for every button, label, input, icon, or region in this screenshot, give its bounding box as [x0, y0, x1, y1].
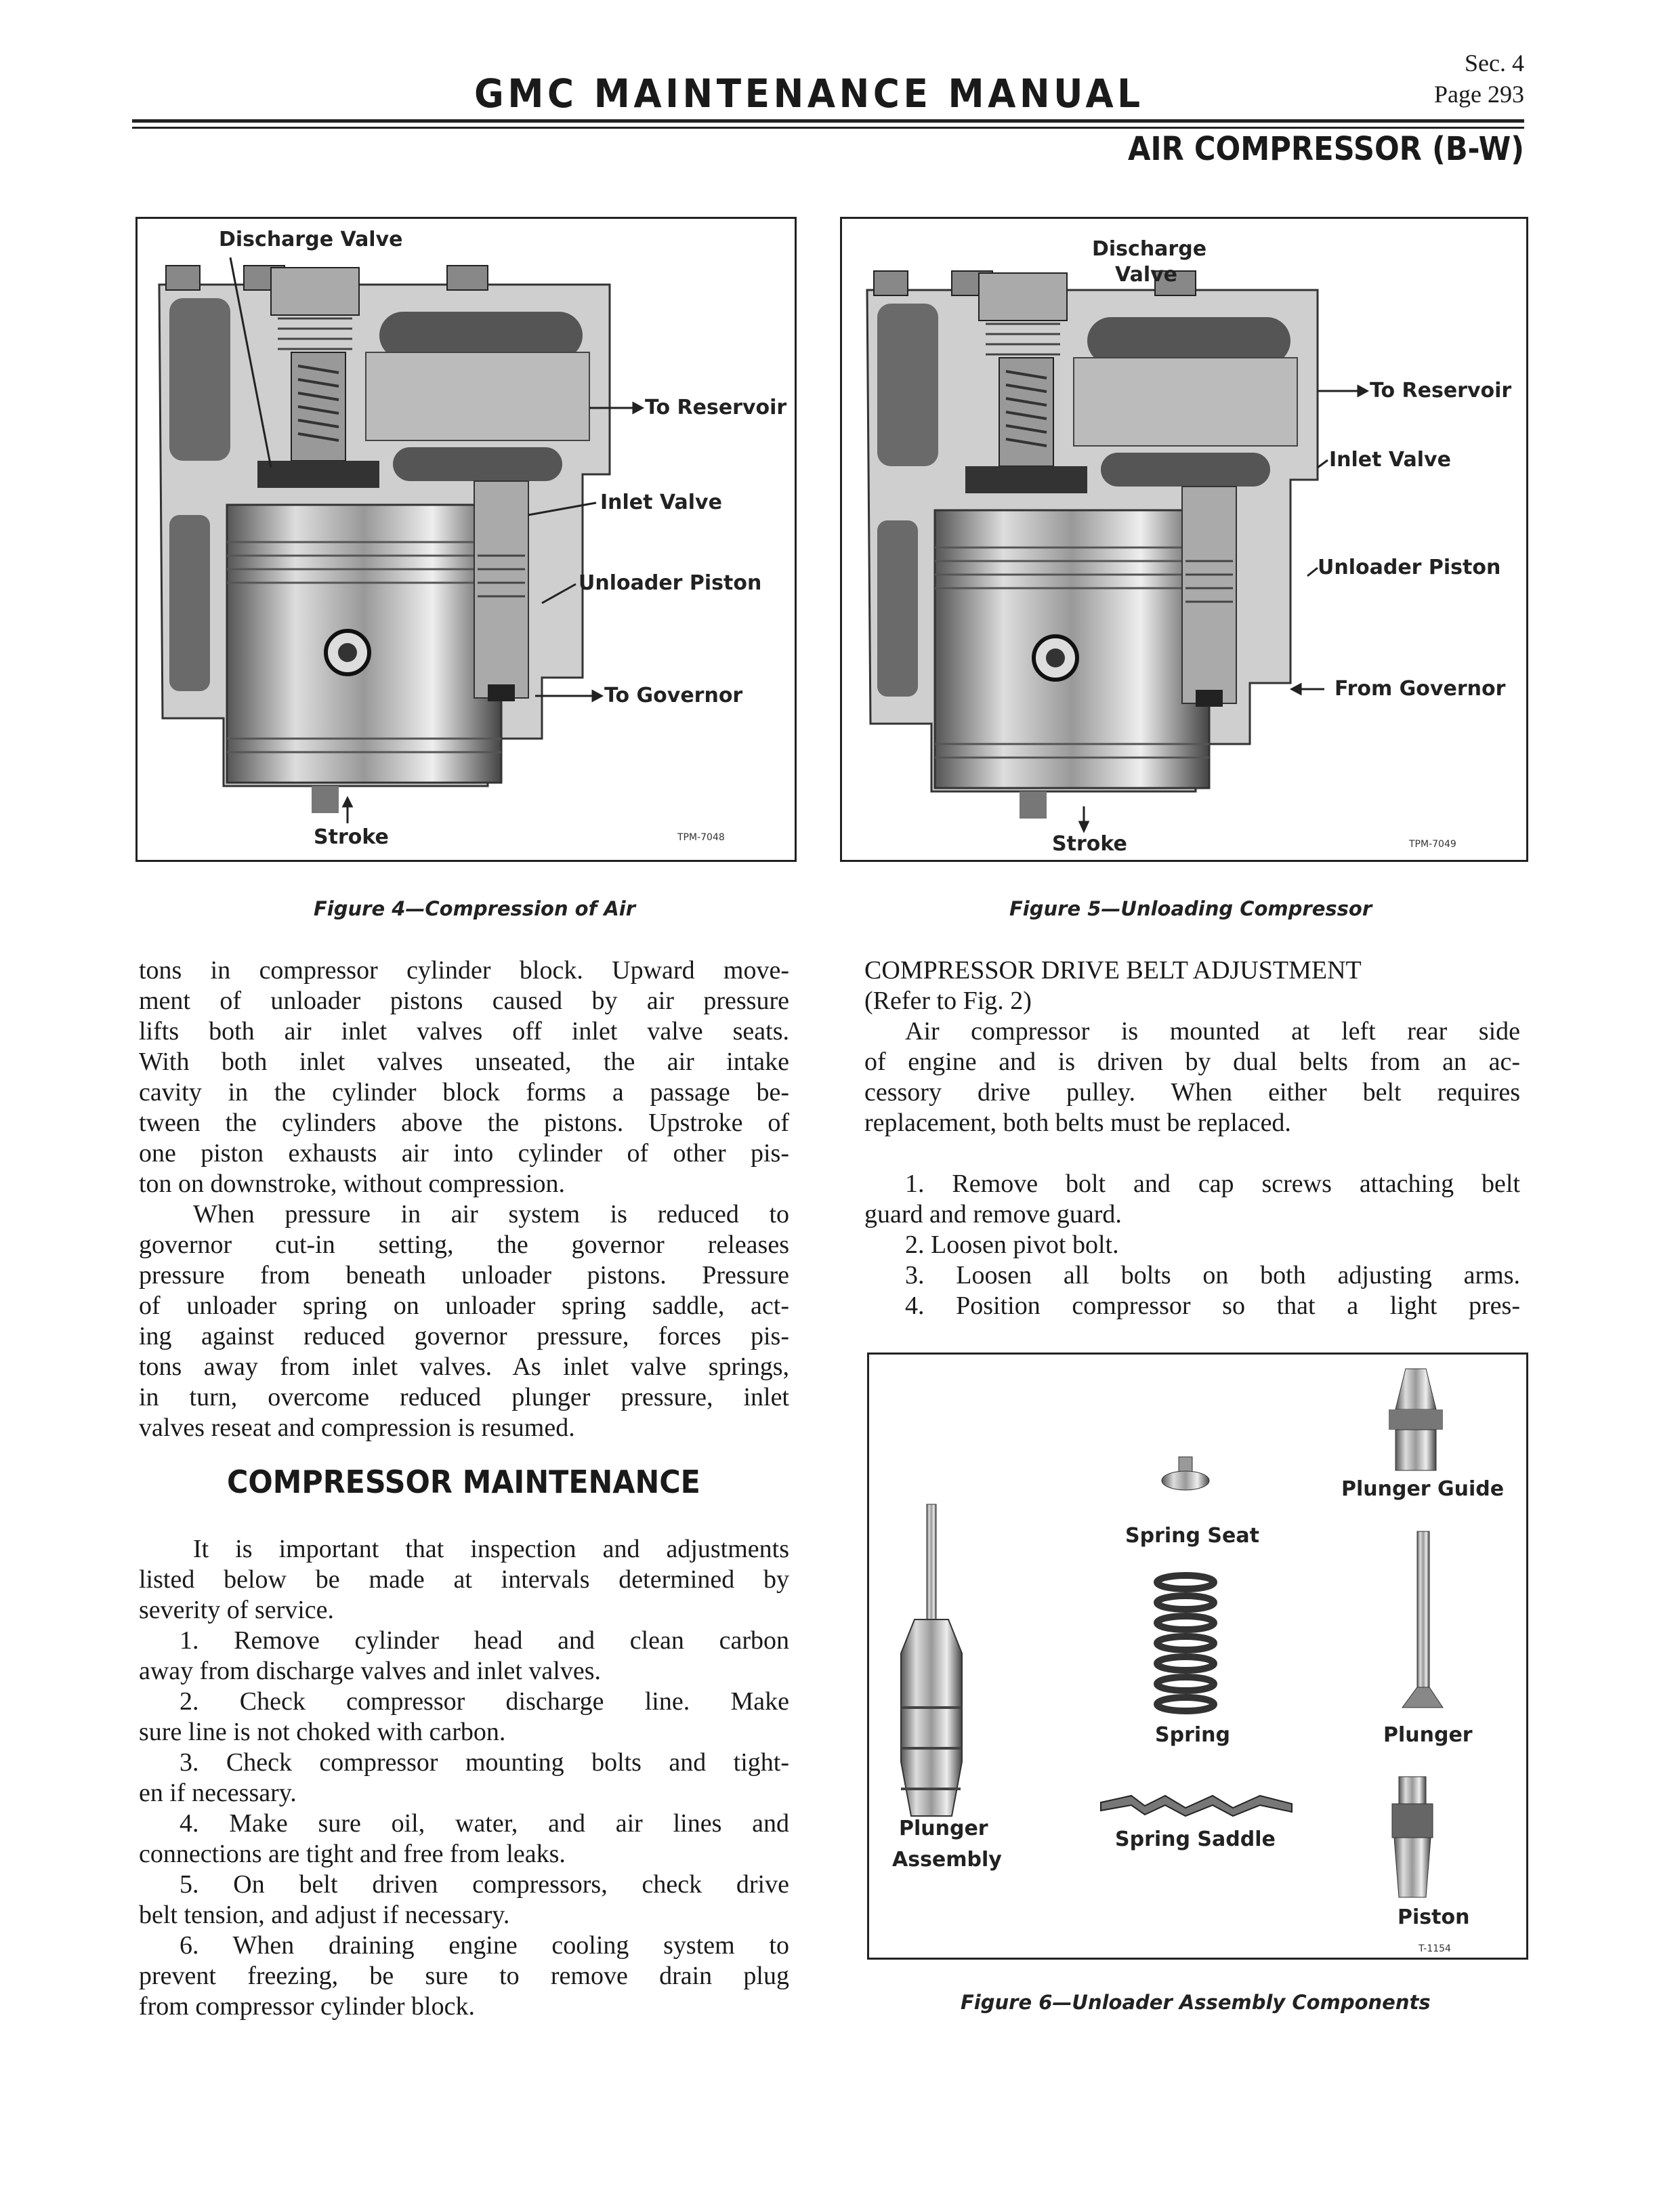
maintenance-list	[139, 1534, 789, 2022]
text-line: cavity in the cylinder block forms a passage be-	[139, 1078, 789, 1107]
label-unloader-piston: Unloader Piston	[579, 571, 762, 595]
section-title: AIR COMPRESSOR (B-W)	[1127, 130, 1524, 168]
label-plunger-assembly-line1: Plunger	[899, 1817, 988, 1840]
step-6-line: prevent freezing, be sure to remove drain plug	[139, 1962, 789, 1990]
step-4-line: connections are tight and free from leaks.	[139, 1840, 566, 1868]
text-line: ing against reduced governor pressure, forces pis-	[139, 1322, 789, 1350]
label-spring-saddle: Spring Saddle	[1115, 1828, 1276, 1851]
label-spring-seat: Spring Seat	[1125, 1524, 1259, 1548]
section-number: Sec. 4	[1465, 49, 1524, 77]
spring-saddle-part	[1101, 1796, 1292, 1816]
label-valve: Valve	[1115, 263, 1178, 287]
text-line: tons away from inlet valves. As inlet valve springs,	[139, 1353, 789, 1381]
step-5-line: 5. On belt driven compressors, check drive	[180, 1870, 789, 1899]
figure-4-caption: Figure 4—Compression of Air	[314, 897, 636, 920]
figure-4-code: TPM-7048	[677, 832, 725, 843]
step-3-line: 3. Check compressor mounting bolts and tight-	[180, 1748, 789, 1777]
label-from-governor: From Governor	[1335, 677, 1506, 701]
text-line: in turn, overcome reduced plunger pressure, inlet	[139, 1383, 789, 1411]
step-2-line: 2. Loosen pivot bolt.	[905, 1231, 1119, 1259]
step-6-line: 6. When draining engine cooling system to	[180, 1931, 789, 1960]
spacer	[864, 1138, 1520, 1169]
step-1-line: 1. Remove cylinder head and clean carbon	[180, 1626, 789, 1655]
text-line: Air compressor is mounted at left rear side	[905, 1017, 1520, 1046]
paragraph-unloader-action	[139, 955, 789, 1199]
spring-seat-part	[1162, 1457, 1209, 1490]
label-plunger-guide: Plunger Guide	[1341, 1477, 1505, 1501]
figure-6-caption: Figure 6—Unloader Assembly Components	[961, 1991, 1431, 2014]
step-1-line: away from discharge valves and inlet valves.	[139, 1657, 602, 1685]
label-to-reservoir: To Reservoir	[645, 396, 787, 419]
figure-reference: (Refer to Fig. 2)	[864, 987, 1032, 1015]
label-piston: Piston	[1398, 1905, 1470, 1929]
step-2-line: 2. Check compressor discharge line. Make	[180, 1687, 789, 1716]
step-5-line: belt tension, and adjust if necessary.	[139, 1901, 510, 1929]
text-line: listed below be made at intervals determined by	[139, 1565, 789, 1594]
text-line: With both inlet valves unseated, the air intake	[139, 1048, 789, 1076]
text-line: governor cut-in setting, the governor releases	[139, 1231, 789, 1259]
label-to-governor: To Governor	[604, 684, 743, 707]
plunger-guide-part	[1389, 1369, 1443, 1470]
belt-adjustment-heading: COMPRESSOR DRIVE BELT ADJUSTMENT	[864, 956, 1362, 985]
step-1-line: 1. Remove bolt and cap screws attaching belt	[905, 1170, 1520, 1198]
step-4-line: 4. Position compressor so that a light pres-	[905, 1292, 1520, 1320]
text-line: lifts both air inlet valves off inlet valve seats.	[139, 1017, 789, 1046]
text-line: replacement, both belts must be replaced.	[864, 1109, 1291, 1137]
spring-part	[1157, 1575, 1214, 1711]
figure-5-code: TPM-7049	[1409, 839, 1456, 850]
step-2-line: sure line is not choked with carbon.	[139, 1718, 506, 1746]
text-line: one piston exhausts air into cylinder of other pis-	[139, 1139, 789, 1168]
text-line: ton on downstroke, without compression.	[139, 1170, 566, 1198]
plunger-assembly-part	[901, 1504, 962, 1816]
step-6-line: from compressor cylinder block.	[139, 1992, 475, 2021]
label-inlet-valve: Inlet Valve	[1329, 448, 1451, 472]
label-plunger-assembly-line2: Assembly	[892, 1848, 1002, 1872]
piston-part	[1392, 1777, 1433, 1897]
figure-6-code: T-1154	[1419, 1943, 1451, 1954]
paragraph-pressure-reduced	[139, 1199, 789, 1443]
step-3-line: en if necessary.	[139, 1779, 297, 1807]
text-line: ment of unloader pistons caused by air pressure	[139, 987, 789, 1015]
left-column	[139, 955, 789, 1443]
label-to-reservoir: To Reservoir	[1370, 379, 1512, 402]
label-stroke: Stroke	[1052, 832, 1127, 856]
text-line: valves reseat and compression is resumed.	[139, 1413, 575, 1442]
text-line: of unloader spring on unloader spring saddle, act-	[139, 1292, 789, 1320]
step-3-line: 3. Loosen all bolts on both adjusting arms.	[905, 1261, 1520, 1289]
text-line: of engine and is driven by dual belts from an ac-	[864, 1048, 1520, 1076]
text-line: tons in compressor cylinder block. Upward move-	[139, 956, 789, 985]
plunger-part	[1402, 1531, 1443, 1708]
text-line: tween the cylinders above the pistons. Upstroke of	[139, 1109, 789, 1137]
text-line: When pressure in air system is reduced to	[193, 1200, 789, 1229]
manual-title: GMC MAINTENANCE MANUAL	[474, 70, 1144, 117]
label-inlet-valve: Inlet Valve	[600, 491, 722, 514]
label-spring: Spring	[1155, 1723, 1230, 1747]
text-line: pressure from beneath unloader pistons. Pressure	[139, 1261, 789, 1289]
text-line: severity of service.	[139, 1596, 335, 1624]
page-number: Page 293	[1434, 81, 1524, 108]
label-stroke: Stroke	[314, 825, 389, 849]
label-unloader-piston: Unloader Piston	[1318, 556, 1501, 579]
label-discharge-valve: Discharge Valve	[219, 228, 403, 251]
step-4-line: 4. Make sure oil, water, and air lines and	[180, 1809, 789, 1838]
step-1-line: guard and remove guard.	[864, 1200, 1122, 1229]
compressor-maintenance-heading: COMPRESSOR MAINTENANCE	[227, 1464, 700, 1500]
figure-5-caption: Figure 5—Unloading Compressor	[1009, 897, 1372, 920]
figure-4-compressor-drawing	[159, 257, 642, 823]
figure-5-compressor-drawing	[867, 271, 1318, 819]
text-line: cessory drive pulley. When either belt requires	[864, 1078, 1520, 1107]
label-plunger: Plunger	[1383, 1723, 1473, 1747]
right-column	[864, 955, 1520, 1321]
label-discharge: Discharge	[1092, 237, 1207, 261]
text-line: It is important that inspection and adjustments	[193, 1535, 789, 1563]
